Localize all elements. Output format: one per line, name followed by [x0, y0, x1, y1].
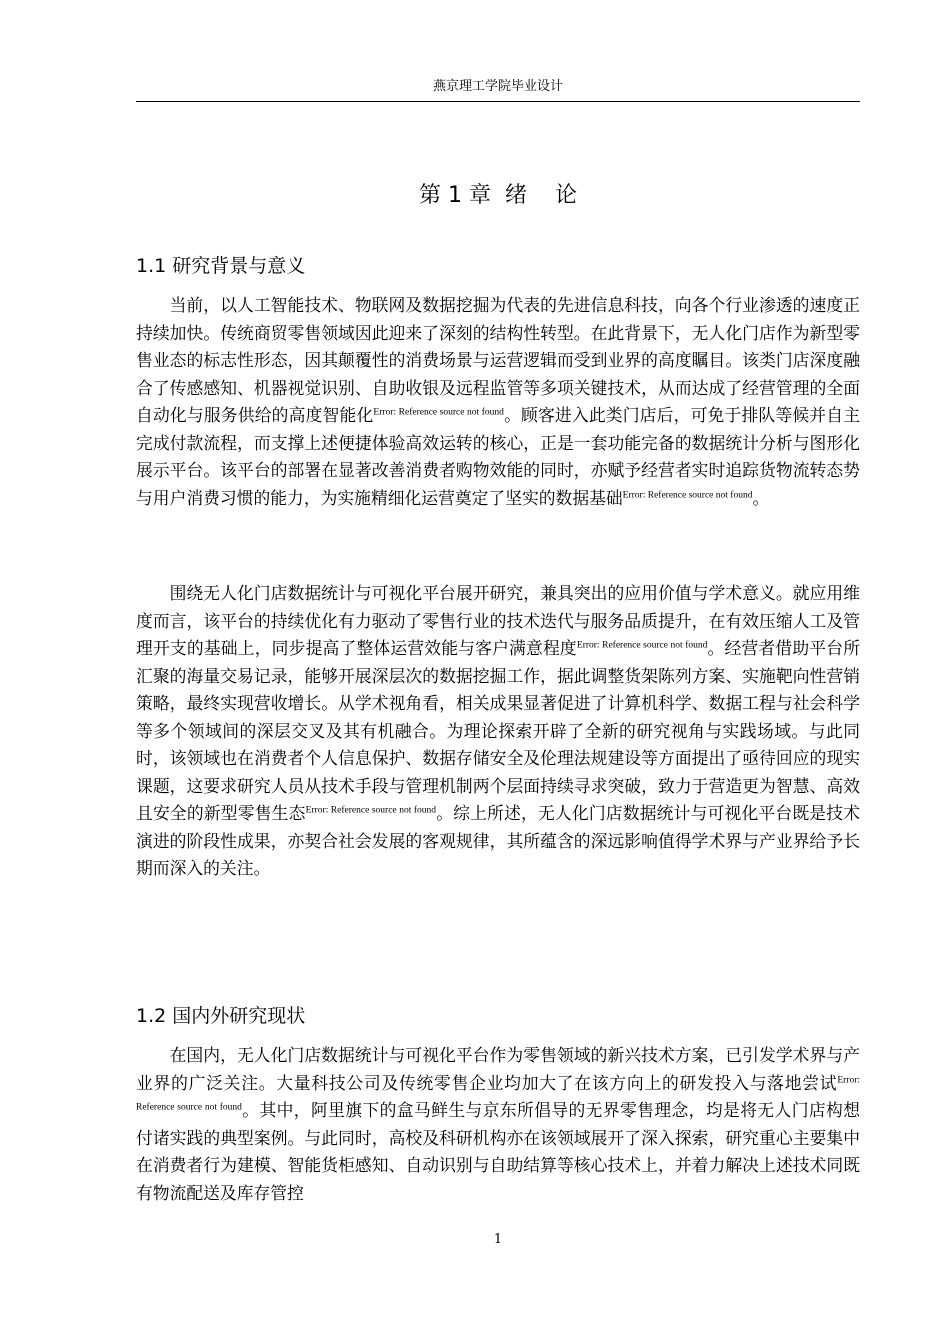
- section-heading-1-1: 1.1 研究背景与意义: [136, 255, 306, 277]
- citation-reference: Error: Reference source not found: [622, 489, 753, 500]
- page-header-title: 燕京理工学院毕业设计: [432, 79, 563, 94]
- paragraph-text: 在国内，无人化门店数据统计与可视化平台作为零售领域的新兴技术方案，已引发学术界与产业界的广泛关注。大量科技公司及传统零售企业均加大了在该方向上的研发投入与落地尝试: [136, 1045, 860, 1093]
- paragraph-text: 。其中，阿里旗下的盒马鲜生与京东所倡导的无界零售理念，均是将无人门店构想付诸实践的典型案例。与此同时，高校及科研机构亦在该领域展开了深入探索，研究重心主要集中在消费者行为建模、智能货柜感知、自动识别与自助结算等核心技术上，并着力解决上述技术同既有物流配送及库存管控: [136, 1100, 860, 1203]
- paragraph: [136, 1042, 860, 1207]
- citation-reference: Error: Reference source not found: [576, 640, 708, 651]
- paragraph-text: 。综上所述，无人化门店数据统计与可视化平台既是技术演进的阶段性成果，亦契合社会发展的客观规律，其所蕴含的深远影响值得学术界与产业界给予长期而深入的关注。: [136, 803, 860, 878]
- chapter-title: 第 1 章 绪 论: [419, 183, 577, 208]
- paragraph-text: 。顾客进入此类门店后，可免于排队等候并自主完成付款流程，而支撑上述便捷体验高效运转的核心，正是一套功能完备的数据统计分析与图形化展示平台。该平台的部署在显著改善消费者购物效能的同时，亦赋予经营者实时追踪货物流转态势与用户消费习惯的能力，为实施精细化运营奠定了坚实的数据基础: [136, 405, 860, 508]
- section-heading-1-2: 1.2 国内外研究现状: [136, 1005, 306, 1027]
- citation-reference: Error: Reference source not found: [373, 407, 504, 418]
- citation-reference: Error: Reference source not found: [136, 1074, 860, 1113]
- paragraph-text: 。: [752, 487, 770, 508]
- page-number: 1: [493, 1232, 503, 1247]
- citation-reference: Error: Reference source not found: [305, 805, 437, 816]
- paragraph: [136, 580, 860, 883]
- header-divider: [136, 101, 860, 102]
- paragraph-text: 。经营者借助平台所汇聚的海量交易记录，能够开展深层次的数据挖掘工作，据此调整货架陈列方案、实施靶向性营销策略，最终实现营收增长。从学术视角看，相关成果显著促进了计算机科学、数据工程与社会科学等多个领域间的深层交叉及其有机融合。为理论探索开辟了全新的研究视角与实践场域。与此同时，该领域也在消费者个人信息保护、数据存储安全及伦理法规建设等方面提出了亟待回应的现实课题，这要求研究人员从技术手段与管理机制两个层面持续寻求突破，致力于营造更为智慧、高效且安全的新型零售生态: [136, 638, 860, 823]
- paragraph-text: 围绕无人化门店数据统计与可视化平台展开研究，兼具突出的应用价值与学术意义。就应用维度而言，该平台的持续优化有力驱动了零售行业的技术迭代与服务品质提升，在有效压缩人工及管理开支的基础上，同步提高了整体运营效能与客户满意程度: [136, 583, 860, 658]
- paragraph: [136, 292, 860, 512]
- paragraph-text: 当前，以人工智能技术、物联网及数据挖掘为代表的先进信息科技，向各个行业渗透的速度正持续加快。传统商贸零售领域因此迎来了深刻的结构性转型。在此背景下，无人化门店作为新型零售业态的标志性形态，因其颠覆性的消费场景与运营逻辑而受到业界的高度瞩目。该类门店深度融合了传感感知、机器视觉识别、自助收银及远程监管等多项关键技术，从而达成了经营管理的全面自动化与服务供给的高度智能化: [136, 295, 860, 425]
